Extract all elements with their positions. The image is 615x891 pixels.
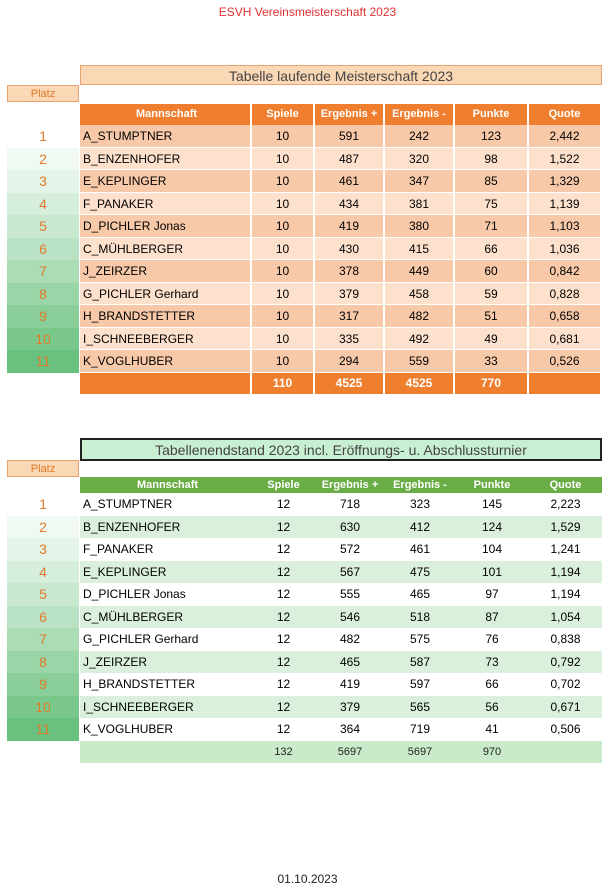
- rank-cell: 9: [7, 673, 79, 696]
- table-header-row: [80, 104, 602, 125]
- team-cell: G_PICHLER Gerhard: [83, 632, 199, 646]
- total-minus-cell: 4525: [385, 373, 455, 394]
- quote-cell: 1,241: [550, 542, 581, 556]
- quote-cell: 1,529: [550, 519, 581, 534]
- plus-cell: 379: [315, 283, 385, 306]
- quote-cell: 1,054: [550, 609, 581, 624]
- spiele-cell: 12: [276, 519, 291, 534]
- punkte-cell: 85: [455, 170, 529, 193]
- spiele-cell: 10: [252, 283, 315, 306]
- quote-cell: 1,329: [529, 170, 602, 193]
- total-empty-cell: [80, 741, 252, 763]
- table-row: [80, 696, 602, 721]
- table-row: [80, 238, 602, 261]
- header-cell: Ergebnis -: [385, 104, 455, 125]
- minus-cell: 242: [385, 125, 455, 148]
- total-spiele-cell: 110: [252, 373, 315, 394]
- punkte-cell: 101: [481, 564, 503, 579]
- spiele-cell: 12: [276, 564, 291, 579]
- minus-cell: 415: [385, 238, 455, 261]
- header-cell: Spiele: [267, 479, 300, 491]
- total-plus-cell: 4525: [315, 373, 385, 394]
- minus-cell: 492: [385, 328, 455, 351]
- team-cell: F_PANAKER: [83, 542, 154, 556]
- rank-cell: 1: [7, 125, 79, 148]
- rank-cell: 5: [7, 215, 79, 238]
- header-cell: Ergebnis +: [321, 479, 379, 491]
- spiele-cell: 12: [276, 699, 291, 714]
- minus-cell: 449: [385, 260, 455, 283]
- table-row: [80, 583, 602, 608]
- punkte-cell: 60: [455, 260, 529, 283]
- rank-cell: 6: [7, 238, 79, 261]
- punkte-cell: 66: [485, 677, 499, 691]
- plus-cell: 546: [339, 609, 361, 624]
- team-cell: K_VOGLHUBER: [83, 722, 174, 736]
- platz-label: Platz: [7, 85, 79, 102]
- minus-cell: 347: [385, 170, 455, 193]
- spiele-cell: 12: [276, 497, 291, 511]
- rank-cell: 8: [7, 283, 79, 306]
- spiele-cell: 12: [276, 677, 291, 691]
- spiele-cell: 10: [252, 350, 315, 373]
- minus-cell: 587: [409, 654, 431, 669]
- table-row: [80, 628, 602, 653]
- table-row: [80, 606, 602, 631]
- punkte-cell: 76: [485, 632, 499, 646]
- total-spiele-cell: 132: [274, 745, 293, 758]
- plus-cell: 317: [315, 305, 385, 328]
- minus-cell: 475: [409, 564, 431, 579]
- plus-cell: 419: [315, 215, 385, 238]
- quote-cell: 0,838: [550, 632, 581, 646]
- quote-cell: 0,842: [529, 260, 602, 283]
- punkte-cell: 87: [485, 609, 499, 624]
- plus-cell: 487: [315, 148, 385, 171]
- quote-cell: 1,194: [550, 587, 581, 601]
- spiele-cell: 12: [276, 609, 291, 624]
- punkte-cell: 41: [485, 722, 499, 736]
- minus-cell: 575: [409, 632, 431, 646]
- rank-cell: 7: [7, 628, 79, 651]
- team-cell: J_ZEIRZER: [83, 654, 148, 669]
- spiele-cell: 10: [252, 260, 315, 283]
- minus-cell: 719: [409, 722, 431, 736]
- header-cell: Punkte: [455, 104, 529, 125]
- table-row: [80, 561, 602, 586]
- plus-cell: 567: [339, 564, 361, 579]
- table-row: [80, 283, 602, 306]
- header-cell: Quote: [549, 479, 582, 491]
- team-cell: A_STUMPTNER: [83, 497, 173, 511]
- document-date: 01.10.2023: [277, 872, 338, 886]
- spiele-cell: 10: [252, 238, 315, 261]
- header-cell: Ergebnis +: [315, 104, 385, 125]
- total-minus-cell: 5697: [407, 745, 433, 758]
- rank-cell: 10: [7, 328, 79, 351]
- total-punkte-cell: 970: [482, 745, 502, 758]
- team-cell: H_BRANDSTETTER: [80, 305, 252, 328]
- team-cell: H_BRANDSTETTER: [83, 677, 196, 691]
- punkte-cell: 104: [481, 542, 503, 556]
- team-cell: B_ENZENHOFER: [80, 148, 252, 171]
- punkte-cell: 123: [455, 125, 529, 148]
- table-header-row: [80, 477, 602, 493]
- team-cell: C_MÜHLBERGER: [80, 238, 252, 261]
- totals-row: [80, 741, 602, 763]
- team-cell: K_VOGLHUBER: [80, 350, 252, 373]
- punkte-cell: 59: [455, 283, 529, 306]
- plus-cell: 572: [339, 542, 361, 556]
- quote-cell: 1,036: [529, 238, 602, 261]
- team-cell: E_KEPLINGER: [80, 170, 252, 193]
- spiele-cell: 10: [252, 215, 315, 238]
- punkte-cell: 71: [455, 215, 529, 238]
- table-row: [80, 328, 602, 351]
- header-cell: Mannschaft: [80, 104, 252, 125]
- quote-cell: 1,103: [529, 215, 602, 238]
- table-row: [80, 125, 602, 148]
- punkte-cell: 145: [481, 497, 503, 511]
- minus-cell: 320: [385, 148, 455, 171]
- plus-cell: 630: [339, 519, 361, 534]
- table-row: [80, 305, 602, 328]
- table-row: [80, 193, 602, 216]
- spiele-cell: 10: [252, 305, 315, 328]
- rank-cell: 7: [7, 260, 79, 283]
- minus-cell: 565: [409, 699, 431, 714]
- plus-cell: 378: [315, 260, 385, 283]
- plus-cell: 591: [315, 125, 385, 148]
- team-cell: A_STUMPTNER: [80, 125, 252, 148]
- quote-cell: 0,681: [529, 328, 602, 351]
- punkte-cell: 49: [455, 328, 529, 351]
- rank-cell: 11: [7, 350, 79, 373]
- punkte-cell: 66: [455, 238, 529, 261]
- punkte-cell: 97: [485, 587, 499, 601]
- spiele-cell: 10: [252, 170, 315, 193]
- table-row: [80, 651, 602, 676]
- header-cell: Ergebnis -: [393, 479, 447, 491]
- table-row: [80, 516, 602, 541]
- punkte-cell: 124: [481, 519, 503, 534]
- rank-cell: 4: [7, 193, 79, 216]
- plus-cell: 718: [339, 497, 361, 511]
- rank-cell: 5: [7, 583, 79, 606]
- minus-cell: 380: [385, 215, 455, 238]
- table-row: [80, 673, 602, 698]
- rank-cell: 6: [7, 606, 79, 629]
- plus-cell: 335: [315, 328, 385, 351]
- quote-cell: 2,442: [529, 125, 602, 148]
- team-cell: J_ZEIRZER: [80, 260, 252, 283]
- minus-cell: 412: [409, 519, 431, 534]
- quote-cell: 2,223: [550, 497, 581, 511]
- spiele-cell: 12: [276, 587, 291, 601]
- quote-cell: 0,702: [550, 677, 581, 691]
- minus-cell: 465: [409, 587, 431, 601]
- table-row: [80, 493, 602, 518]
- table-row: [80, 718, 602, 743]
- punkte-cell: 51: [455, 305, 529, 328]
- punkte-cell: 75: [455, 193, 529, 216]
- total-empty-cell: [80, 373, 252, 394]
- team-cell: D_PICHLER Jonas: [83, 587, 186, 601]
- quote-cell: 0,671: [550, 699, 581, 714]
- total-punkte-cell: 770: [455, 373, 529, 394]
- table-row: [80, 215, 602, 238]
- totals-row: [80, 373, 602, 394]
- plus-cell: 419: [339, 677, 361, 691]
- plus-cell: 430: [315, 238, 385, 261]
- quote-cell: 1,522: [529, 148, 602, 171]
- plus-cell: 379: [339, 699, 361, 714]
- plus-cell: 482: [339, 632, 361, 646]
- minus-cell: 518: [409, 609, 431, 624]
- punkte-cell: 56: [485, 699, 499, 714]
- spiele-cell: 12: [276, 632, 291, 646]
- quote-cell: 0,792: [550, 654, 581, 669]
- table-title: Tabellenendstand 2023 incl. Eröffnungs- u. Abschlussturnier: [80, 438, 602, 461]
- rank-cell: 10: [7, 696, 79, 719]
- rank-cell: 2: [7, 516, 79, 539]
- minus-cell: 458: [385, 283, 455, 306]
- rank-cell: 11: [7, 718, 79, 741]
- quote-cell: 0,526: [529, 350, 602, 373]
- spiele-cell: 10: [252, 148, 315, 171]
- total-empty-cell: [529, 741, 602, 763]
- spiele-cell: 12: [276, 654, 291, 669]
- plus-cell: 461: [315, 170, 385, 193]
- spiele-cell: 12: [276, 542, 291, 556]
- team-cell: I_SCHNEEBERGER: [80, 328, 252, 351]
- header-cell: Mannschaft: [136, 479, 199, 491]
- minus-cell: 381: [385, 193, 455, 216]
- table-row: [80, 350, 602, 373]
- rank-cell: 1: [7, 493, 79, 516]
- team-cell: E_KEPLINGER: [83, 564, 167, 579]
- team-cell: F_PANAKER: [80, 193, 252, 216]
- team-cell: I_SCHNEEBERGER: [83, 699, 194, 714]
- spiele-cell: 10: [252, 193, 315, 216]
- table-title: Tabelle laufende Meisterschaft 2023: [80, 65, 602, 85]
- spiele-cell: 10: [252, 328, 315, 351]
- plus-cell: 465: [339, 654, 361, 669]
- rank-cell: 4: [7, 561, 79, 584]
- total-plus-cell: 5697: [337, 745, 363, 758]
- quote-cell: 0,828: [529, 283, 602, 306]
- table-row: [80, 260, 602, 283]
- minus-cell: 323: [409, 497, 431, 511]
- plus-cell: 555: [339, 587, 361, 601]
- total-empty-cell: [529, 373, 602, 394]
- platz-label: Platz: [7, 460, 79, 477]
- punkte-cell: 33: [455, 350, 529, 373]
- punkte-cell: 98: [455, 148, 529, 171]
- rank-cell: 9: [7, 305, 79, 328]
- quote-cell: 0,506: [550, 722, 581, 736]
- rank-cell: 8: [7, 651, 79, 674]
- header-cell: Spiele: [252, 104, 315, 125]
- quote-cell: 1,139: [529, 193, 602, 216]
- minus-cell: 461: [409, 542, 431, 556]
- header-cell: Quote: [529, 104, 602, 125]
- plus-cell: 294: [315, 350, 385, 373]
- document-title: ESVH Vereinsmeisterschaft 2023: [218, 5, 397, 19]
- table-row: [80, 538, 602, 563]
- minus-cell: 597: [409, 677, 431, 691]
- team-cell: D_PICHLER Jonas: [80, 215, 252, 238]
- table-row: [80, 170, 602, 193]
- quote-cell: 1,194: [550, 564, 581, 579]
- spiele-cell: 12: [276, 722, 291, 736]
- team-cell: G_PICHLER Gerhard: [80, 283, 252, 306]
- table-row: [80, 148, 602, 171]
- plus-cell: 434: [315, 193, 385, 216]
- team-cell: C_MÜHLBERGER: [83, 609, 184, 624]
- spiele-cell: 10: [252, 125, 315, 148]
- minus-cell: 482: [385, 305, 455, 328]
- punkte-cell: 73: [485, 654, 499, 669]
- rank-cell: 2: [7, 148, 79, 171]
- rank-cell: 3: [7, 170, 79, 193]
- rank-cell: 3: [7, 538, 79, 561]
- plus-cell: 364: [339, 722, 361, 736]
- minus-cell: 559: [385, 350, 455, 373]
- team-cell: B_ENZENHOFER: [83, 519, 181, 534]
- quote-cell: 0,658: [529, 305, 602, 328]
- header-cell: Punkte: [473, 479, 511, 491]
